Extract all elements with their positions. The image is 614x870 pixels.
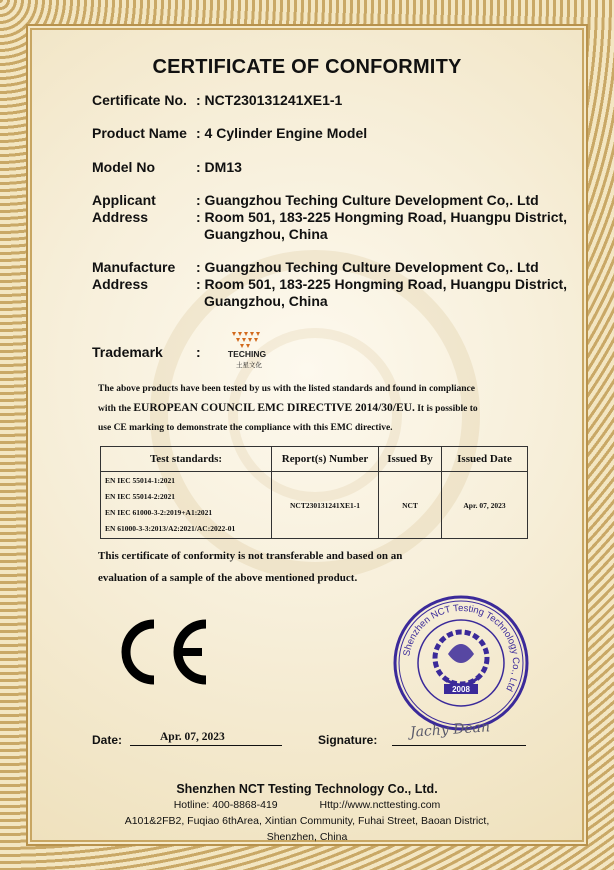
footer-company: Shenzhen NCT Testing Technology Co., Ltd. [176, 782, 438, 796]
header-issued-by: Issued By [379, 447, 442, 472]
transfer-note [98, 545, 528, 589]
certificate-title: CERTIFICATE OF CONFORMITY [152, 56, 462, 78]
date-value: Apr. 07, 2023 [160, 731, 225, 743]
model-no-label: Model No [92, 159, 155, 175]
footer-hotline: Hotline: 400-8868-419 [173, 799, 278, 811]
statement-line-1: The above products have been tested by us with the listed standards and found in compliance [98, 384, 475, 394]
stamp-ring-text: Shenzhen NCT Testing Technology Co., Ltd [401, 602, 522, 693]
applicant-address-value-2: Guangzhou, China [204, 226, 328, 242]
footer-contact [0, 799, 614, 811]
header-issued-date: Issued Date [442, 447, 528, 472]
stamp-year: 2008 [452, 685, 470, 694]
manufacture-address-label: Address [92, 276, 149, 292]
issued-date-cell: Apr. 07, 2023 [442, 472, 528, 539]
product-name-label: Product Name [92, 125, 187, 141]
ce-mark-icon [114, 618, 210, 686]
directive-name: EUROPEAN COUNCIL EMC DIRECTIVE 2014/30/EU. [133, 402, 415, 414]
product-name-value: : 4 Cylinder Engine Model [196, 125, 368, 141]
standard-item: EN IEC 61000-3-2:2019+A1:2021 [105, 508, 213, 517]
footer-address-1: A101&2FB2, Fuqiao 6thArea, Xintian Community, Fuhai Street, Baoan District, [124, 815, 490, 827]
applicant-value: : Guangzhou Teching Culture Development Co,. Ltd [196, 192, 539, 208]
standards-list [101, 472, 272, 539]
logo-name: TECHING [227, 349, 267, 359]
signature-label: Signature: [318, 733, 378, 747]
manufacture-address-value-2: Guangzhou, China [204, 293, 328, 309]
standards-table [100, 446, 528, 539]
nct-seal-stamp [392, 594, 530, 732]
certificate-number-label: Certificate No. [92, 92, 187, 108]
manufacture-value: : Guangzhou Teching Culture Development Co,. Ltd [196, 259, 539, 275]
table-row [101, 472, 528, 539]
model-no-value: : DM13 [196, 159, 242, 175]
certificate-number-value: : NCT230131241XE1-1 [196, 92, 343, 108]
statement-line-2 [98, 399, 518, 419]
applicant-address-label: Address [92, 209, 149, 225]
manufacture-label: Manufacture [92, 259, 176, 275]
signature-value: Jachy Dean [409, 719, 491, 741]
standard-item: EN IEC 55014-2:2021 [105, 492, 176, 501]
applicant-label: Applicant [92, 192, 156, 208]
statement-line-2-post: It is possible to [417, 404, 478, 414]
footer-address-2: Shenzhen, China [266, 831, 348, 843]
standard-item: EN 61000-3-3:2013/A2:2021/AC:2022-01 [105, 524, 236, 533]
manufacture-address-value: : Room 501, 183-225 Hongming Road, Huangpu District, [196, 276, 568, 292]
header-report-number: Report(s) Number [272, 447, 379, 472]
statement-line-2-pre: with the [98, 404, 131, 414]
compliance-statement [98, 380, 518, 438]
standard-item: EN IEC 55014-1:2021 [105, 476, 176, 485]
teching-logo [222, 330, 272, 370]
note-line-1: This certificate of conformity is not transferable and based on an [98, 550, 403, 562]
date-label: Date: [92, 733, 123, 747]
report-number-cell: NCT230131241XE1-1 [272, 472, 379, 539]
applicant-address-value: : Room 501, 183-225 Hongming Road, Huangpu District, [196, 209, 568, 225]
statement-line-3: use CE marking to demonstrate the compliance with this EMC directive. [98, 423, 393, 433]
logo-sub: 土星文化 [236, 361, 262, 369]
trademark-colon: : [196, 344, 201, 360]
note-line-2: evaluation of a sample of the above mentioned product. [98, 572, 358, 584]
header-test-standards: Test standards: [101, 447, 272, 472]
issued-by-cell: NCT [379, 472, 442, 539]
trademark-label: Trademark [92, 344, 163, 360]
footer-website: Http://www.ncttesting.com [319, 799, 441, 811]
